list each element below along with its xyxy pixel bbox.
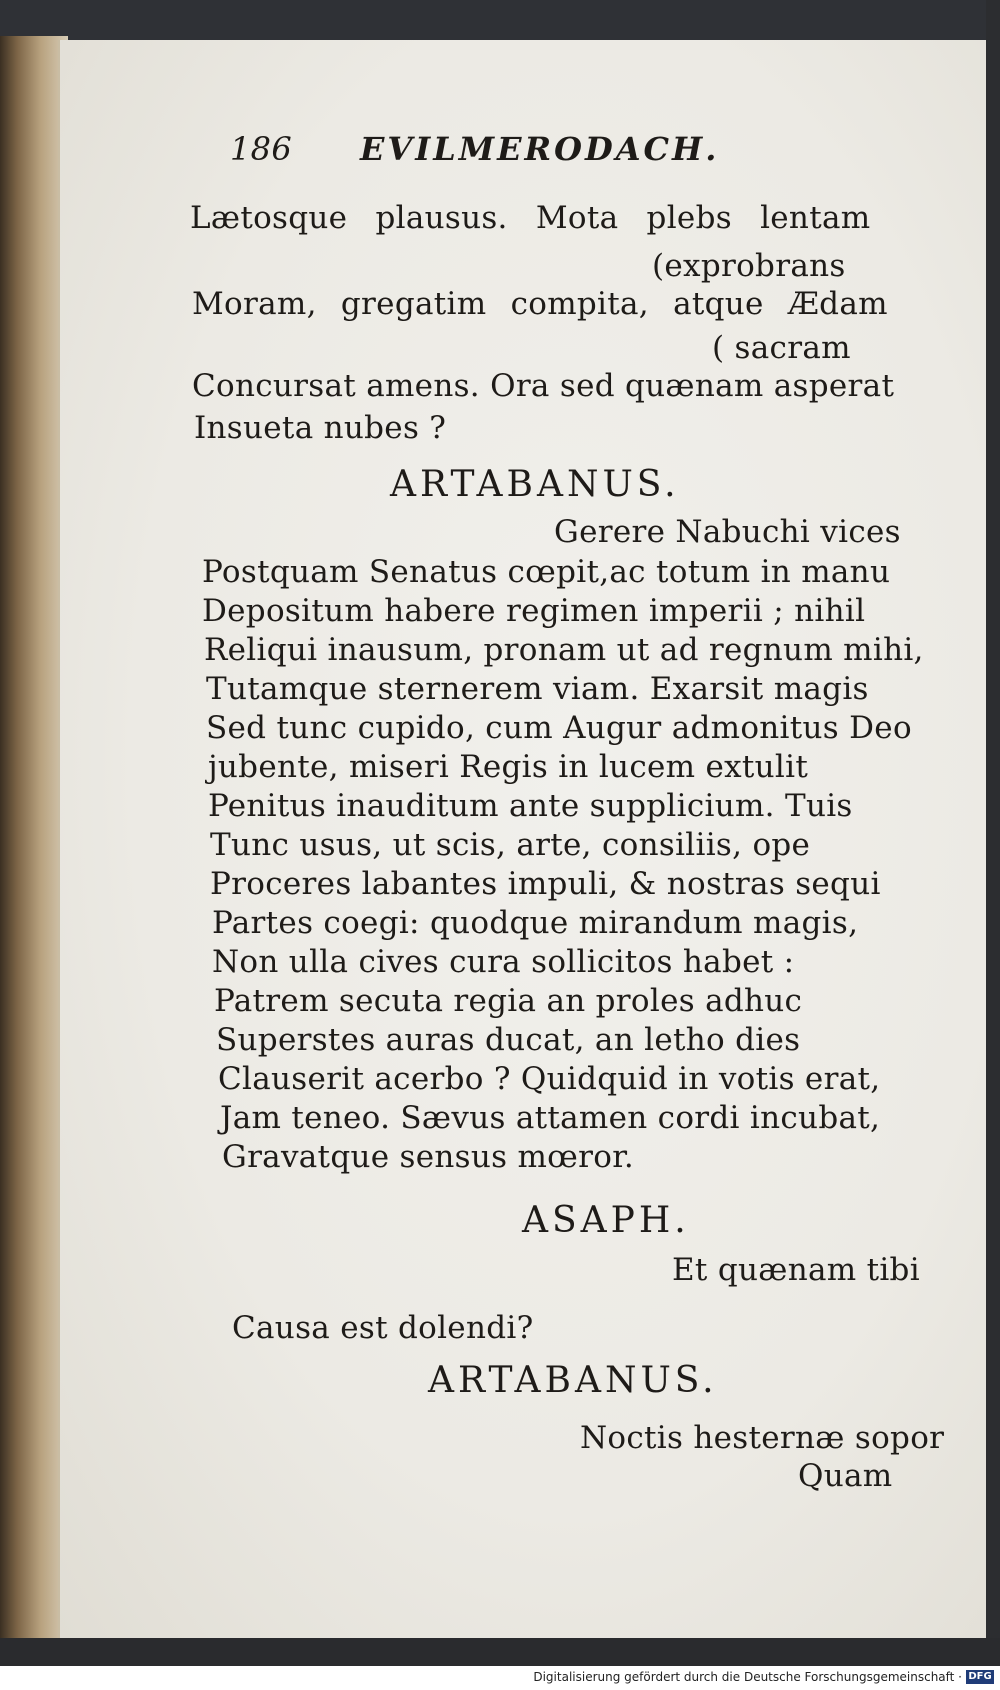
text-line: Postquam Senatus cœpit,ac totum in manu bbox=[202, 554, 891, 590]
speaker-heading: ARTABANUS. bbox=[390, 464, 680, 505]
speaker-heading: ASAPH. bbox=[522, 1200, 690, 1241]
text-line: Clauserit acerbo ? Quidquid in votis erat, bbox=[218, 1061, 881, 1097]
text-line: Et quænam tibi bbox=[672, 1252, 920, 1288]
text-line: jubente, miseri Regis in lucem extulit bbox=[208, 749, 809, 785]
scanner-right-border bbox=[986, 0, 1000, 1650]
scanner-top-border bbox=[0, 0, 1000, 40]
text-line: (exprobrans bbox=[652, 248, 846, 284]
text-line: ( sacram bbox=[712, 330, 851, 366]
text-line: Noctis hesternæ sopor bbox=[580, 1420, 945, 1456]
funding-credit: Digitalisierung gefördert durch die Deutsche Forschungsgemeinschaft · bbox=[533, 1670, 962, 1684]
text-line: Penitus inauditum ante supplicium. Tuis bbox=[208, 788, 853, 824]
text-line: Non ulla cives cura sollicitos habet : bbox=[212, 944, 795, 980]
digitization-footer bbox=[0, 1666, 1000, 1690]
text-line: Concursat amens. Ora sed quænam asperat bbox=[192, 368, 895, 404]
text-line: Causa est dolendi? bbox=[232, 1310, 534, 1346]
text-line: Gravatque sensus mœror. bbox=[222, 1139, 635, 1175]
scanner-bottom-border bbox=[0, 1638, 1000, 1666]
speaker-heading: ARTABANUS. bbox=[428, 1360, 718, 1401]
text-line: Moram, gregatim compita, atque Ædam bbox=[192, 286, 888, 322]
text-line: Reliqui inausum, pronam ut ad regnum mihi, bbox=[204, 632, 924, 668]
text-line: Sed tunc cupido, cum Augur admonitus Deo bbox=[206, 710, 912, 746]
text-line: Tutamque sternerem viam. Exarsit magis bbox=[206, 671, 869, 707]
dfg-logo: DFG bbox=[966, 1670, 994, 1684]
page-number: 186 bbox=[230, 130, 292, 168]
text-line: Lætosque plausus. Mota plebs lentam bbox=[190, 200, 871, 236]
text-line: Insueta nubes ? bbox=[194, 410, 447, 446]
catchword: Quam bbox=[798, 1458, 893, 1494]
text-line: Depositum habere regimen imperii ; nihil bbox=[202, 593, 866, 629]
text-line: Proceres labantes impuli, & nostras sequi bbox=[210, 866, 881, 902]
text-line: Patrem secuta regia an proles adhuc bbox=[214, 983, 803, 1019]
text-line: Gerere Nabuchi vices bbox=[554, 514, 901, 550]
text-line: Partes coegi: quodque mirandum magis, bbox=[212, 905, 859, 941]
text-line: Superstes auras ducat, an letho dies bbox=[216, 1022, 801, 1058]
book-page bbox=[58, 40, 988, 1640]
running-head: EVILMERODACH. bbox=[360, 130, 720, 168]
text-line: Tunc usus, ut scis, arte, consiliis, ope bbox=[210, 827, 811, 863]
text-line: Jam teneo. Sævus attamen cordi incubat, bbox=[220, 1100, 881, 1136]
